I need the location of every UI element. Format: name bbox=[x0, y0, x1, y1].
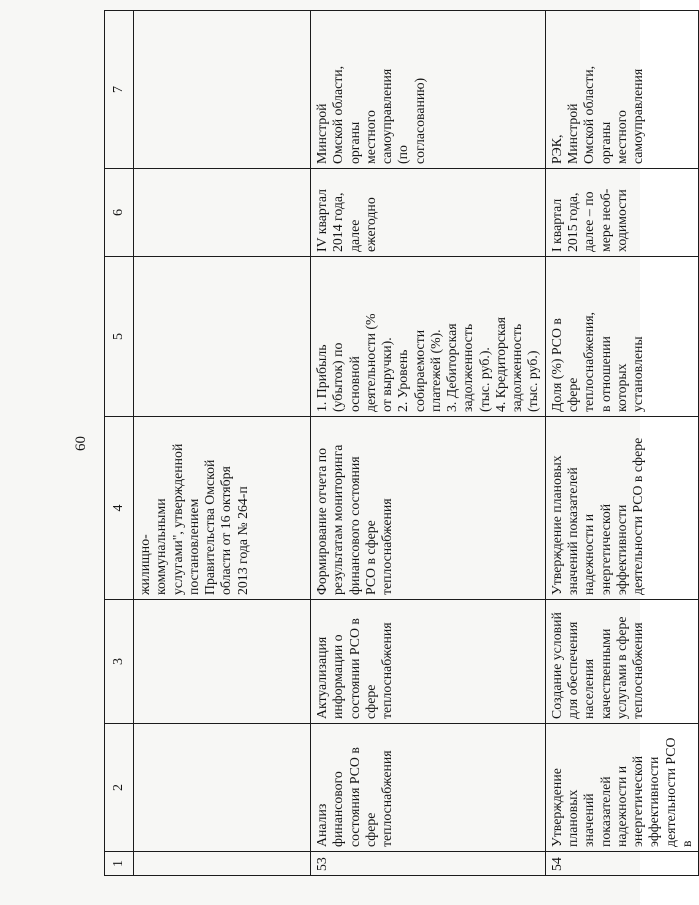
measure-task: Создание условий для обеспечения населения качественными услугами в сфере теплоснабжения bbox=[545, 600, 698, 724]
header-cell: 1 bbox=[105, 852, 134, 876]
measure-term: IV квартал 2014 года, далее ежегодно bbox=[311, 169, 546, 257]
header-cell: 2 bbox=[105, 724, 134, 852]
rotated-page-content bbox=[70, 11, 694, 876]
row-number: 54 bbox=[545, 852, 698, 876]
measure-document: Утверждение плановых значений показателей надежности и энергетической эффективности деятельности РСО в сфере bbox=[545, 417, 698, 600]
row-number: 53 bbox=[311, 852, 546, 876]
measures-table bbox=[104, 10, 699, 876]
measure-executor: РЭК, Минстрой Омской области, органы местного самоуправления bbox=[545, 11, 698, 169]
header-cell: 7 bbox=[105, 11, 134, 169]
header-cell: 3 bbox=[105, 600, 134, 724]
table-row bbox=[134, 11, 311, 876]
measure-indicator: 1. Прибыль (убыток) по основной деятельности (% от выручки). 2. Уровень собираемости платежей (%). 3. Дебиторская задолженность (тыс. руб.). 4. Кредиторская задолженность (тыс. руб.) bbox=[311, 257, 546, 417]
measure-indicator bbox=[134, 257, 311, 417]
table-header-row bbox=[105, 11, 134, 876]
header-cell: 6 bbox=[105, 169, 134, 257]
measure-document: жилищно- коммунальными услугами", утвержденной постановлением Правительства Омской области от 16 октября 2013 года № 264-п bbox=[134, 417, 311, 600]
measure-task: Актуализация информации о состоянии РСО в сфере теплоснабжения bbox=[311, 600, 546, 724]
measure-executor: Минстрой Омской области, органы местного самоуправления (по согласованию) bbox=[311, 11, 546, 169]
measure-name: Утверждение плановых значений показателей надежности и энергетической эффективности деятельности РСО в bbox=[545, 724, 698, 852]
measure-name bbox=[134, 724, 311, 852]
measure-task bbox=[134, 600, 311, 724]
measure-indicator: Доля (%) РСО в сфере теплоснабжения, в отношении которых установлены bbox=[545, 257, 698, 417]
page-number: 60 bbox=[73, 436, 89, 451]
table-row bbox=[545, 11, 698, 876]
measure-document: Формирование отчета по результатам мониторинга финансового состояния РСО в сфере теплоснабжения bbox=[311, 417, 546, 600]
measure-term bbox=[134, 169, 311, 257]
table-row bbox=[311, 11, 546, 876]
header-cell: 4 bbox=[105, 417, 134, 600]
measure-executor bbox=[134, 11, 311, 169]
row-number bbox=[134, 852, 311, 876]
measure-name: Анализ финансового состояния РСО в сфере теплоснабжения bbox=[311, 724, 546, 852]
measure-term: I квартал 2015 года, далее – по мере необ- ходимости bbox=[545, 169, 698, 257]
header-cell: 5 bbox=[105, 257, 134, 417]
